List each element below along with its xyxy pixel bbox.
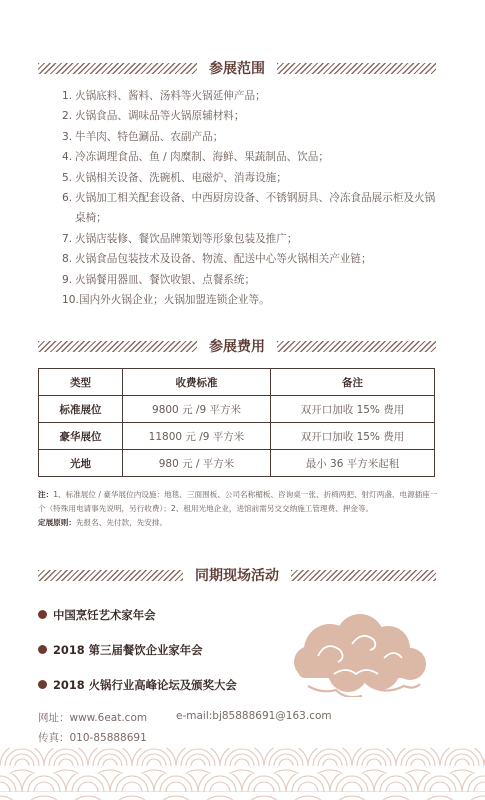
fees-header — [38, 337, 436, 355]
fee-notes — [38, 488, 438, 530]
scope-item-number: 4. — [62, 151, 73, 164]
scope-item-number: 1. — [62, 90, 73, 102]
table-row — [39, 450, 435, 477]
bullet-icon — [38, 680, 47, 689]
scope-item-number: 10. — [62, 294, 79, 307]
scope-item — [62, 270, 442, 290]
scope-item-text: 冷冻调理食品、鱼 / 肉糜制、海鲜、果蔬制品、饮品； — [75, 151, 329, 164]
column-header-type: 类型 — [39, 369, 123, 396]
header-stripe-left — [38, 341, 197, 352]
table-row — [39, 423, 435, 450]
principle-paragraph — [38, 516, 438, 530]
booth-price: 9800 元 /9 平方米 — [123, 396, 271, 423]
booth-type: 豪华展位 — [39, 423, 123, 450]
note-text: 1、标准展位 / 豪华展位内设施：地毯、三面围板、公司名称楣板、咨询桌一张、折椅两把、射灯两盏、电源插座一个（特殊用电请事先说明，另行收费）；2、租用光地企业，进馆前需另交交纳施工管理费、押金等。 — [38, 490, 438, 513]
fee-table — [38, 368, 435, 477]
scope-item — [62, 147, 442, 167]
booth-type: 标准展位 — [39, 396, 123, 423]
scope-item-number: 2. — [62, 110, 73, 123]
scope-item-text: 国内外火锅企业；火锅加盟连锁企业等。 — [79, 294, 270, 307]
scope-item — [62, 168, 442, 188]
booth-type: 光地 — [39, 450, 123, 477]
principle-text: 先报名、先付款，先安排。 — [75, 518, 168, 527]
table-header-row — [39, 369, 435, 396]
activities-title: 同期现场活动 — [195, 568, 279, 584]
header-stripe-left — [38, 570, 183, 581]
scope-item-number: 7. — [62, 232, 73, 245]
scope-item-number: 3. — [62, 130, 73, 143]
table-row — [39, 396, 435, 423]
header-stripe-left — [38, 63, 197, 74]
scope-item — [62, 106, 442, 126]
auspicious-cloud-icon — [288, 612, 438, 697]
scope-item — [62, 127, 442, 147]
bullet-icon — [38, 610, 47, 619]
note-label: 注： — [38, 490, 54, 499]
scope-item-text: 火锅食品、调味品等火锅原辅材料； — [75, 110, 245, 123]
scope-item-number: 6. — [62, 192, 73, 205]
activity-text: 2018 火锅行业高峰论坛及颁奖大会 — [53, 677, 237, 692]
scope-item-number: 9. — [62, 273, 73, 286]
fax-label: 传真： — [38, 732, 70, 744]
scope-item-text: 火锅店装修、餐饮品牌策划等形象包装及推广； — [75, 232, 298, 245]
scope-item — [62, 86, 442, 106]
email-text[interactable]: e-mail:bj85888691@163.com — [176, 710, 332, 722]
activity-text: 中国烹饪艺术家年会 — [53, 607, 156, 622]
scope-item-text: 火锅相关设备、洗碗机、电磁炉、消毒设施； — [75, 171, 287, 184]
website-label: 网址： — [38, 712, 70, 724]
scope-item-number: 8. — [62, 253, 73, 266]
principle-label: 定展原则： — [38, 518, 76, 527]
booth-note: 双开口加收 15% 费用 — [271, 423, 435, 450]
scope-item-text: 火锅餐用器皿、餐饮收银、点餐系统； — [75, 273, 256, 286]
header-stripe-right — [291, 570, 436, 581]
activities-header — [38, 566, 436, 584]
booth-note: 最小 36 平方米起租 — [271, 450, 435, 477]
scope-item — [62, 188, 442, 229]
scope-item-text: 牛羊肉、特色涮品、农副产品； — [75, 130, 224, 143]
website-link[interactable]: www.6eat.com — [69, 712, 148, 724]
scope-item — [62, 229, 442, 249]
booth-note: 双开口加收 15% 费用 — [271, 396, 435, 423]
scope-header — [38, 59, 436, 77]
scope-item — [62, 249, 442, 269]
scope-list — [62, 86, 442, 310]
activity-text: 2018 第三届餐饮企业家年会 — [53, 642, 203, 657]
scope-item — [62, 290, 442, 310]
fax-number: 010-85888691 — [69, 732, 147, 744]
wave-pattern-icon — [0, 740, 485, 800]
header-stripe-right — [277, 341, 436, 352]
booth-price: 11800 元 /9 平方米 — [123, 423, 271, 450]
booth-price: 980 元 / 平方米 — [123, 450, 271, 477]
bullet-icon — [38, 645, 47, 654]
scope-item-text: 火锅底料、酱料、汤料等火锅延伸产品； — [75, 90, 266, 102]
column-header-price: 收费标准 — [123, 369, 271, 396]
scope-title: 参展范围 — [209, 61, 265, 77]
column-header-note: 备注 — [271, 369, 435, 396]
header-stripe-right — [277, 63, 436, 74]
scope-item-number: 5. — [62, 171, 73, 184]
scope-item-text: 火锅食品包装技术及设备、物流、配送中心等火锅相关产业链； — [75, 253, 372, 266]
fees-title: 参展费用 — [209, 339, 265, 355]
scope-item-text: 火锅加工相关配套设备、中西厨房设备、不锈钢厨具、冷冻食品展示柜及火锅桌椅； — [75, 192, 436, 225]
website-line — [38, 710, 147, 725]
note-paragraph — [38, 488, 438, 516]
